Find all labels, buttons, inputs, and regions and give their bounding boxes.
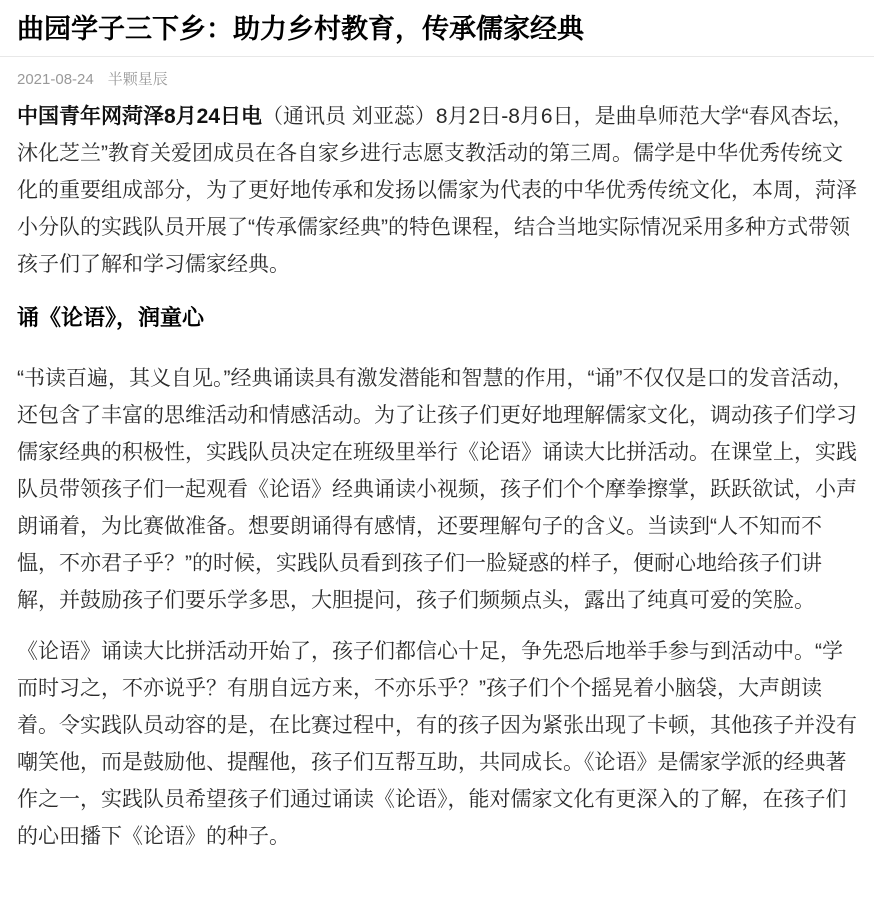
wire-dateline: 中国青年网菏泽8月24日电 bbox=[17, 105, 263, 128]
article-meta bbox=[17, 70, 857, 90]
title-area bbox=[0, 10, 874, 48]
body-paragraph-1: “书读百遍，其义自见。”经典诵读具有激发潜能和智慧的作用，“诵”不仅仅是口的发音活动，还包含了丰富的思维活动和情感活动。为了让孩子们更好地理解儒家文化，调动孩子们学习儒家经典的积极性，实践队员决定在班级里举行《论语》诵读大比拼活动。在课堂上，实践队员带领孩子们一起观看《论语》经典诵读小视频，孩子们个个摩拳擦掌，跃跃欲试，小声朗诵着，为比赛做准备。想要朗诵得有感情，还要理解句子的含义。当读到“人不知而不愠，不亦君子乎？”的时候，实践队员看到孩子们一脸疑惑的样子，便耐心地给孩子们讲解，并鼓励孩子们要乐学多思，大胆提问，孩子们频频点头，露出了纯真可爱的笑脸。 bbox=[17, 367, 857, 612]
body-paragraph-2: 《论语》诵读大比拼活动开始了，孩子们都信心十足，争先恐后地举手参与到活动中。“学而时习之，不亦说乎？有朋自远方来，不亦乐乎？”孩子们个个摇晃着小脑袋，大声朗读着。令实践队员动容的是，在比赛过程中，有的孩子因为紧张出现了卡顿，其他孩子并没有嘲笑他，而是鼓励他、提醒他，孩子们互帮互助，共同成长。《论语》是儒家学派的经典著作之一，实践队员希望孩子们通过诵读《论语》，能对儒家文化有更深入的了解，在孩子们的心田播下《论语》的种子。 bbox=[17, 640, 857, 848]
title-divider bbox=[0, 56, 874, 57]
author-name: 半颗星辰 bbox=[107, 71, 168, 88]
intro-text: （通讯员 刘亚蕊）8月2日-8月6日，是曲阜师范大学“春风杏坛，沐化芝兰”教育关爱团成员在各自家乡进行志愿支教活动的第三周。儒学是中华优秀传统文化的重要组成部分，为了更好地传承和发扬以儒家为代表的中华优秀传统文化，本周，菏泽小分队的实践队员开展了“传承儒家经典”的特色课程，结合当地实际情况采用多种方式带领孩子们了解和学习儒家经典。 bbox=[17, 105, 857, 276]
publish-date: 2021-08-24 bbox=[17, 71, 94, 88]
section-heading: 诵《论语》，润童心 bbox=[17, 305, 205, 330]
article-body bbox=[0, 70, 874, 855]
intro-paragraph bbox=[17, 98, 857, 283]
article-page bbox=[0, 10, 874, 855]
page-title: 曲园学子三下乡：助力乡村教育，传承儒家经典 bbox=[17, 14, 584, 44]
